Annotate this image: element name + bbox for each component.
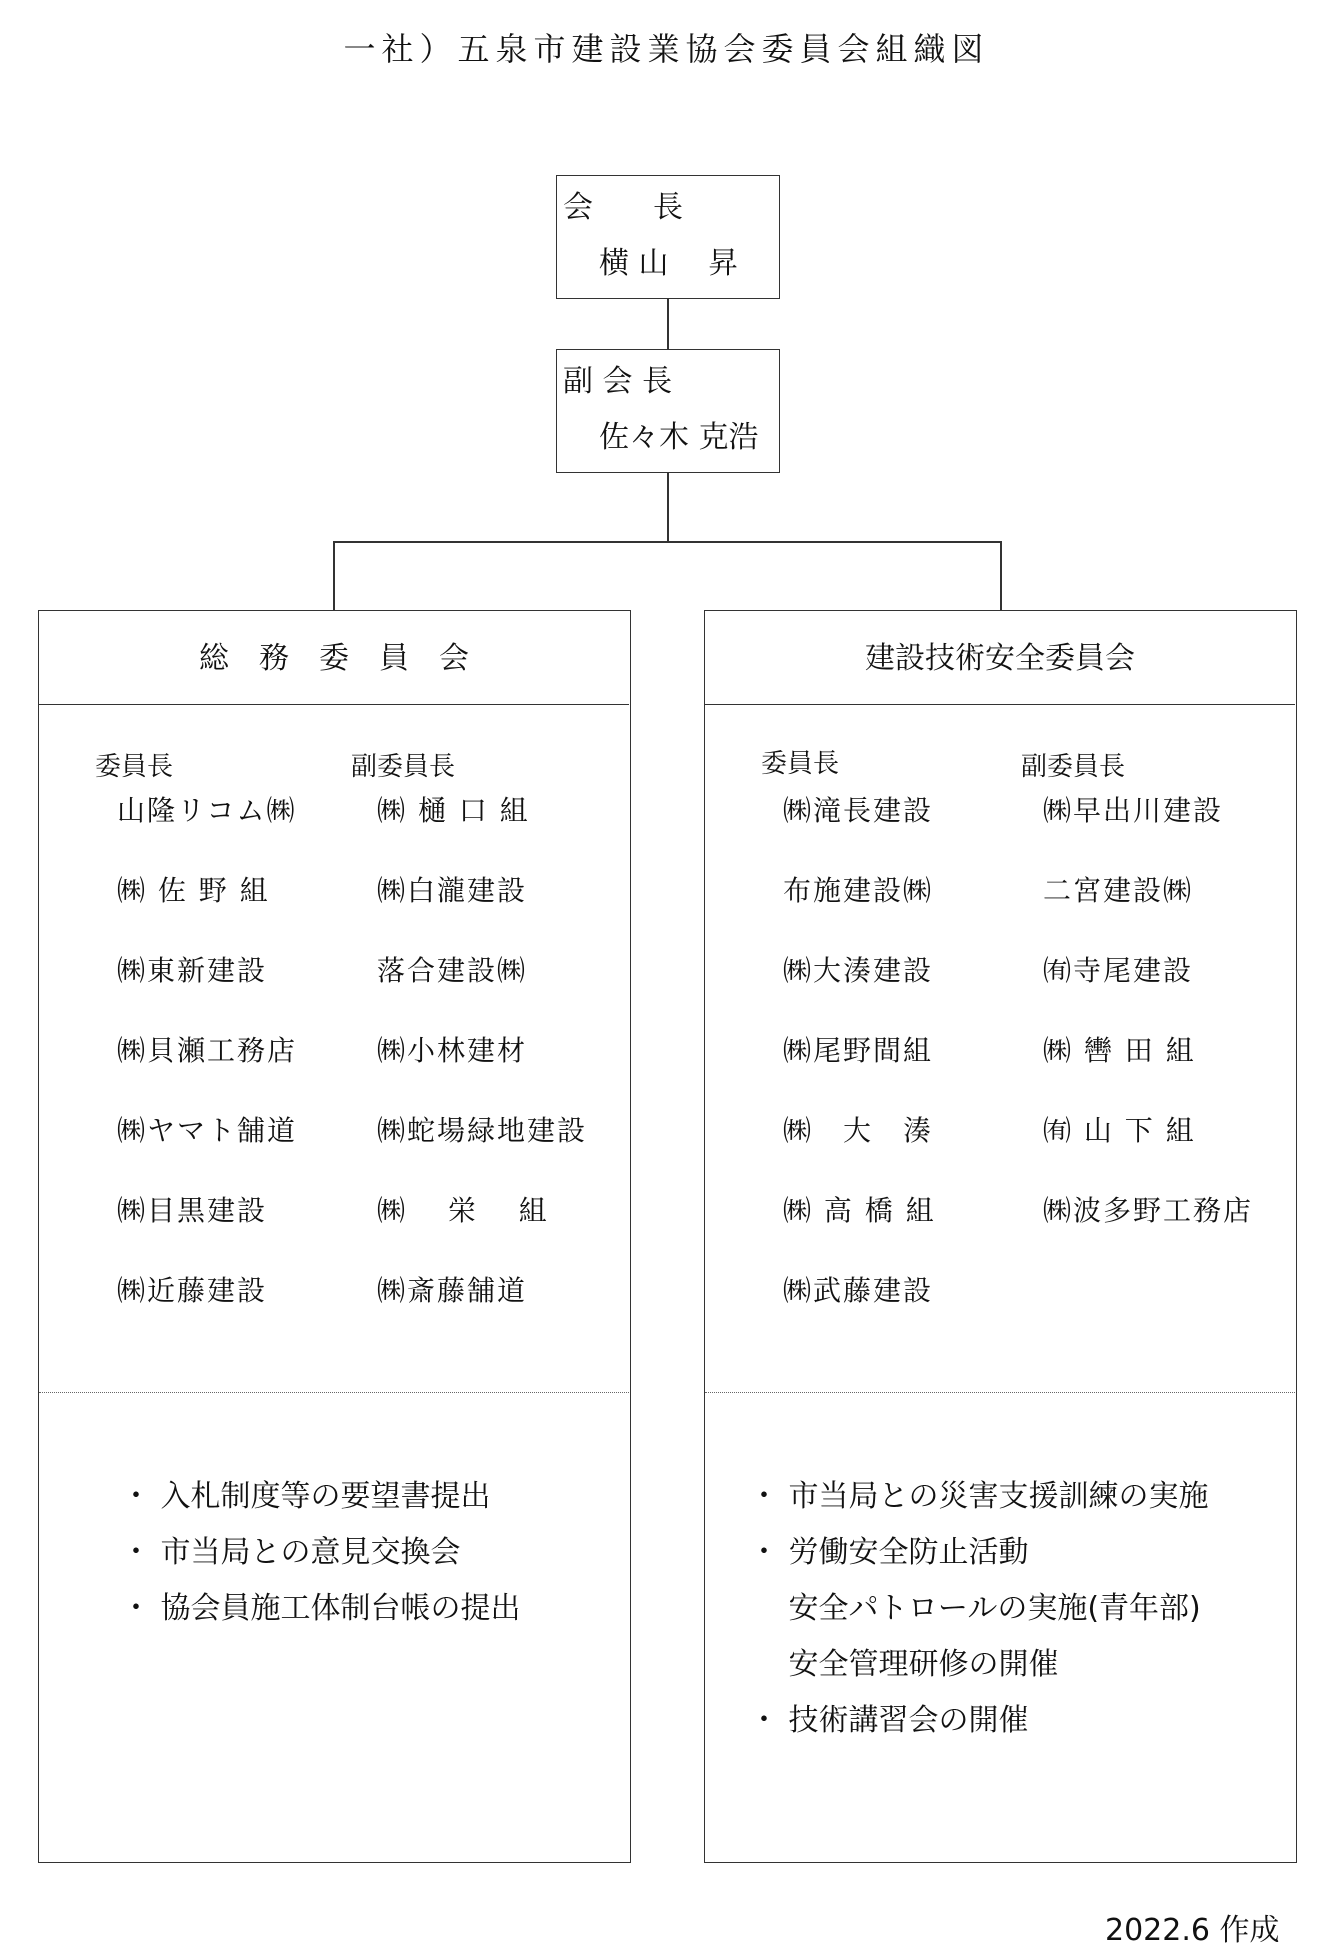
vice-member: ㈲寺尾建設 [1043, 954, 1194, 987]
chair-member: ㈱ 大 湊 [783, 1114, 934, 1147]
divider [39, 704, 629, 705]
vice-member: ㈱白瀧建設 [377, 874, 528, 907]
chair-member: ㈱武藤建設 [783, 1274, 934, 1307]
vice-member: ㈱ 樋 口 組 [377, 794, 530, 827]
vice-member: ㈱小林建材 [377, 1034, 528, 1067]
chair-member: ㈱ 高 橋 組 [783, 1194, 936, 1227]
vice-member: 落合建設㈱ [377, 954, 528, 987]
president-role: 会 長 [563, 190, 683, 225]
chair-member: ㈱貝瀬工務店 [117, 1034, 298, 1067]
divider [705, 704, 1295, 705]
page-title: 一社）五泉市建設業協会委員会組織図 [343, 30, 990, 68]
committee-title: 建設技術安全委員会 [865, 641, 1135, 676]
vice-member: ㈱蛇場緑地建設 [377, 1114, 588, 1147]
vice-member: ㈱斎藤舗道 [377, 1274, 528, 1307]
vice-president-role: 副 会 長 [563, 364, 673, 399]
footer-date: 2022.6 作成 [1105, 1913, 1280, 1948]
chair-label: 委員長 [761, 749, 840, 779]
chair-member: 布施建設㈱ [783, 874, 934, 907]
chair-label: 委員長 [95, 752, 174, 782]
vice-member: ㈲ 山 下 組 [1043, 1114, 1196, 1147]
chair-member: ㈱尾野間組 [783, 1034, 934, 1067]
connector-line [667, 299, 669, 349]
president-name: 横 山 昇 [599, 246, 739, 281]
chair-member: ㈱近藤建設 [117, 1274, 268, 1307]
activity-item: ・ 労働安全防止活動 [749, 1535, 1029, 1570]
activity-item: ・ 市当局との災害支援訓練の実施 [749, 1479, 1209, 1514]
vice-member: ㈱ 轡 田 組 [1043, 1034, 1196, 1067]
chair-member: ㈱目黒建設 [117, 1194, 268, 1227]
connector-line [333, 541, 1001, 543]
dotted-divider [39, 1392, 629, 1393]
activity-item: ・ 入札制度等の要望書提出 [121, 1479, 491, 1514]
vice-member: ㈱ 栄 組 [377, 1194, 549, 1227]
activity-item: 安全パトロールの実施(青年部) [749, 1591, 1201, 1626]
connector-line [333, 541, 335, 610]
activity-item: 安全管理研修の開催 [749, 1647, 1059, 1682]
activity-item: ・ 協会員施工体制台帳の提出 [121, 1591, 521, 1626]
vice-member: ㈱早出川建設 [1043, 794, 1224, 827]
dotted-divider [705, 1392, 1295, 1393]
vice-president-box [556, 349, 780, 473]
chair-member: ㈱滝長建設 [783, 794, 934, 827]
vice-member: 二宮建設㈱ [1043, 874, 1194, 907]
vice-chair-label: 副委員長 [1021, 752, 1126, 782]
connector-line [667, 473, 669, 541]
committee-title: 総 務 委 員 会 [199, 641, 469, 676]
president-box [556, 175, 780, 299]
chair-member: 山隆リコム㈱ [117, 794, 297, 827]
committee-general-affairs [38, 610, 631, 1863]
vice-chair-label: 副委員長 [351, 752, 456, 782]
vice-member: ㈱波多野工務店 [1043, 1194, 1254, 1227]
activity-item: ・ 市当局との意見交換会 [121, 1535, 461, 1570]
vice-president-name: 佐々木 克浩 [599, 420, 759, 455]
committee-construction-safety [704, 610, 1297, 1863]
activity-item: ・ 技術講習会の開催 [749, 1703, 1029, 1738]
connector-line [1000, 541, 1002, 610]
chair-member: ㈱ 佐 野 組 [117, 874, 270, 907]
chair-member: ㈱ヤマト舗道 [117, 1114, 298, 1147]
chair-member: ㈱大湊建設 [783, 954, 934, 987]
chair-member: ㈱東新建設 [117, 954, 268, 987]
